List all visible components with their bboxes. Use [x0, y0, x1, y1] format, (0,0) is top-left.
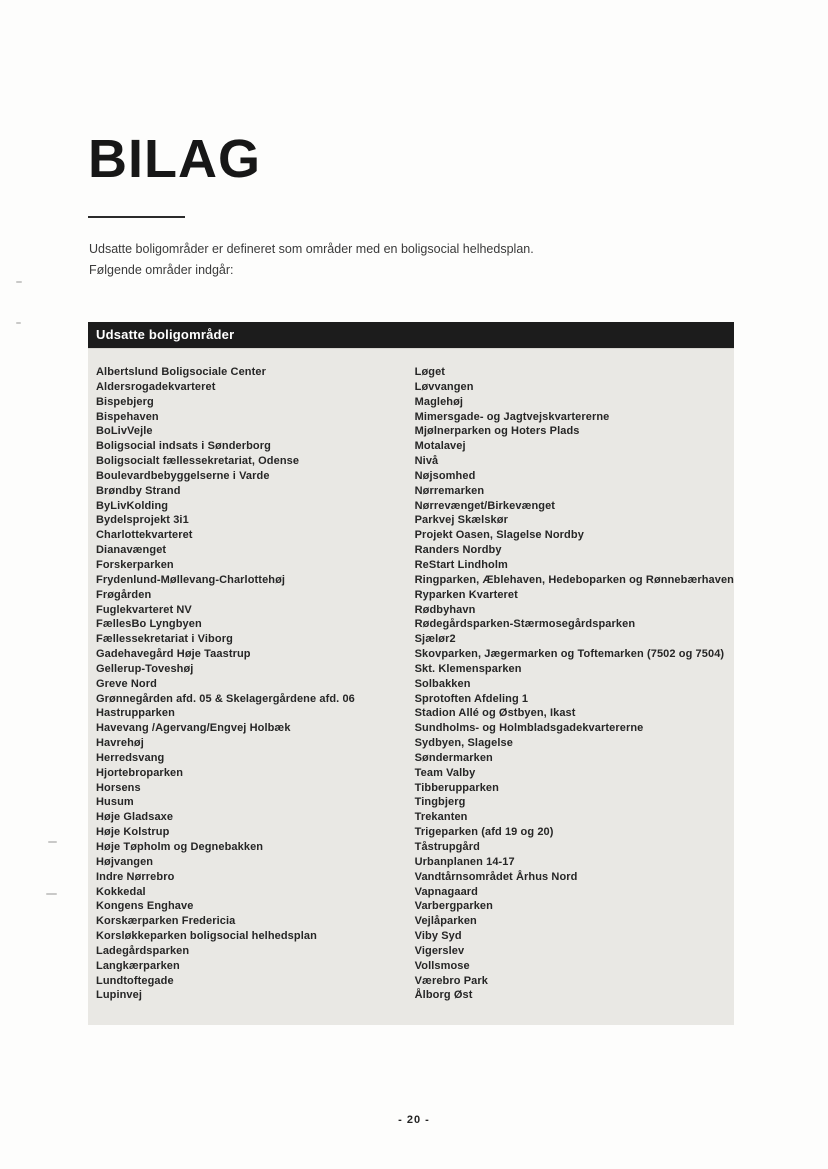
list-item: Stadion Allé og Østbyen, Ikast [414, 707, 576, 720]
list-item: Parkvej Skælskør [414, 514, 508, 527]
list-item: Kokkedal [96, 885, 146, 898]
list-item: ByLivKolding [96, 499, 169, 512]
list-item: Brøndby Strand [96, 484, 181, 497]
list-item: Forskerparken [96, 558, 174, 571]
intro-line-2: Følgende områder indgår: [89, 263, 234, 277]
page-number: - 20 - [398, 1114, 430, 1126]
list-item: Bispehaven [96, 410, 159, 423]
list-item: Tibberupparken [414, 781, 499, 794]
list-item: Lundtoftegade [96, 974, 174, 987]
list-item: Motalavej [414, 440, 466, 453]
list-item: Korsløkkeparken boligsocial helhedsplan [96, 930, 317, 943]
list-item: Horsens [96, 781, 141, 794]
list-item: Aldersrogadekvarteret [96, 380, 216, 393]
list-item: Projekt Oasen, Slagelse Nordby [414, 529, 584, 542]
list-item: Boligsocialt fællessekretariat, Odense [96, 455, 300, 468]
list-item: Trekanten [414, 811, 468, 824]
table-column-right [415, 365, 734, 1003]
list-item: Ladegårdsparken [96, 944, 190, 957]
table-body [88, 348, 734, 1025]
list-item: Sydbyen, Slagelse [414, 737, 513, 750]
list-item: Vigerslev [414, 944, 465, 957]
list-item: Høje Kolstrup [96, 826, 170, 839]
list-item: Kongens Enghave [96, 900, 194, 913]
list-item: Gadehavegård Høje Taastrup [96, 648, 251, 661]
title-underline [88, 216, 185, 218]
scan-speck [16, 281, 22, 283]
list-item: Frydenlund-Møllevang-Charlottehøj [96, 573, 286, 586]
list-item: Maglehøj [414, 395, 464, 408]
list-item: Sprotoften Afdeling 1 [414, 692, 529, 705]
list-item: Løget [414, 366, 446, 378]
scan-speck [16, 322, 21, 324]
list-item: Team Valby [414, 766, 476, 779]
intro-line-1: Udsatte boligområder er defineret som områder med en boligsocial helhedsplan. [89, 242, 534, 256]
list-item: Solbakken [414, 677, 471, 690]
list-item: Husum [96, 796, 134, 809]
list-item: Nivå [414, 455, 439, 468]
list-item: Langkærparken [96, 959, 180, 972]
list-item: Tingbjerg [414, 796, 466, 809]
list-item: Fællessekretariat i Viborg [96, 633, 233, 646]
table-header: Udsatte boligområder [88, 322, 734, 348]
list-item: Havrehøj [96, 737, 144, 750]
list-item: Urbanplanen 14-17 [414, 855, 515, 868]
page-title: BILAG [88, 129, 261, 189]
list-item: Sundholms- og Holmbladsgadekvartererne [414, 722, 644, 735]
list-item: Søndermarken [414, 751, 493, 764]
scan-speck [48, 841, 57, 843]
list-item: Gellerup-Toveshøj [96, 662, 194, 675]
list-item: Havevang /Agervang/Engvej Holbæk [96, 722, 291, 735]
list-item: Nørrevænget/Birkevænget [414, 499, 556, 512]
list-item: Nørremarken [414, 484, 485, 497]
list-item: Ringparken, Æblehaven, Hedeboparken og Rønnebærhaven [414, 573, 734, 586]
list-item: Skt. Klemensparken [414, 662, 522, 675]
list-item: Løvvangen [414, 380, 474, 393]
list-item: Skovparken, Jægermarken og Toftemarken (7502 og 7504) [414, 648, 725, 661]
list-item: Vejlåparken [414, 915, 477, 928]
list-item: Fuglekvarteret NV [96, 603, 192, 616]
list-item: Mjølnerparken og Hoters Plads [414, 425, 580, 438]
list-item: Mimersgade- og Jagtvejskvartererne [414, 410, 610, 423]
list-item: Høje Gladsaxe [96, 811, 174, 824]
list-item: Boulevardbebyggelserne i Varde [96, 469, 270, 482]
list-item: Dianavænget [96, 544, 167, 557]
list-item: Nøjsomhed [414, 469, 476, 482]
list-item: Hastrupparken [96, 707, 175, 720]
list-item: Hjortebroparken [96, 766, 184, 779]
list-item: Lupinvej [96, 989, 143, 1002]
table-column-left [88, 365, 415, 1003]
list-item: Boligsocial indsats i Sønderborg [96, 440, 271, 453]
list-item: Korskærparken Fredericia [96, 915, 236, 928]
list-item: Varbergparken [414, 900, 493, 913]
list-item: Vandtårnsområdet Århus Nord [414, 870, 578, 883]
list-item: Indre Nørrebro [96, 870, 175, 883]
list-item: Viby Syd [414, 930, 462, 943]
list-item: Bydelsprojekt 3i1 [96, 514, 189, 527]
list-item: Grønnegården afd. 05 & Skelagergårdene afd. 06 [96, 692, 355, 705]
list-item: FællesBo Lyngbyen [96, 618, 202, 631]
list-item: Rødegårdsparken-Stærmosegårdsparken [414, 618, 636, 631]
list-item: ReStart Lindholm [414, 558, 508, 571]
list-item: Albertslund Boligsociale Center [96, 366, 266, 378]
list-item: Rødbyhavn [414, 603, 476, 616]
list-item: Ålborg Øst [414, 989, 473, 1002]
list-item: Bispebjerg [96, 395, 154, 408]
list-item: Høje Tøpholm og Degnebakken [96, 841, 264, 853]
list-item: Charlottekvarteret [96, 529, 193, 542]
list-item: Vapnagaard [414, 885, 478, 898]
list-item: BoLivVejle [96, 425, 153, 438]
list-item: Frøgården [96, 588, 152, 601]
list-item: Greve Nord [96, 677, 157, 690]
udsatte-boligomrader-table [88, 322, 734, 1025]
scan-speck [46, 893, 57, 895]
list-item: Ryparken Kvarteret [414, 588, 518, 601]
list-item: Værebro Park [414, 974, 488, 987]
list-item: Herredsvang [96, 751, 165, 764]
list-item: Tåstrupgård [414, 841, 480, 853]
list-item: Højvangen [96, 855, 154, 868]
list-item: Vollsmose [414, 959, 470, 972]
list-item: Trigeparken (afd 19 og 20) [414, 826, 554, 839]
list-item: Sjælør2 [414, 633, 456, 646]
list-item: Randers Nordby [414, 544, 502, 557]
